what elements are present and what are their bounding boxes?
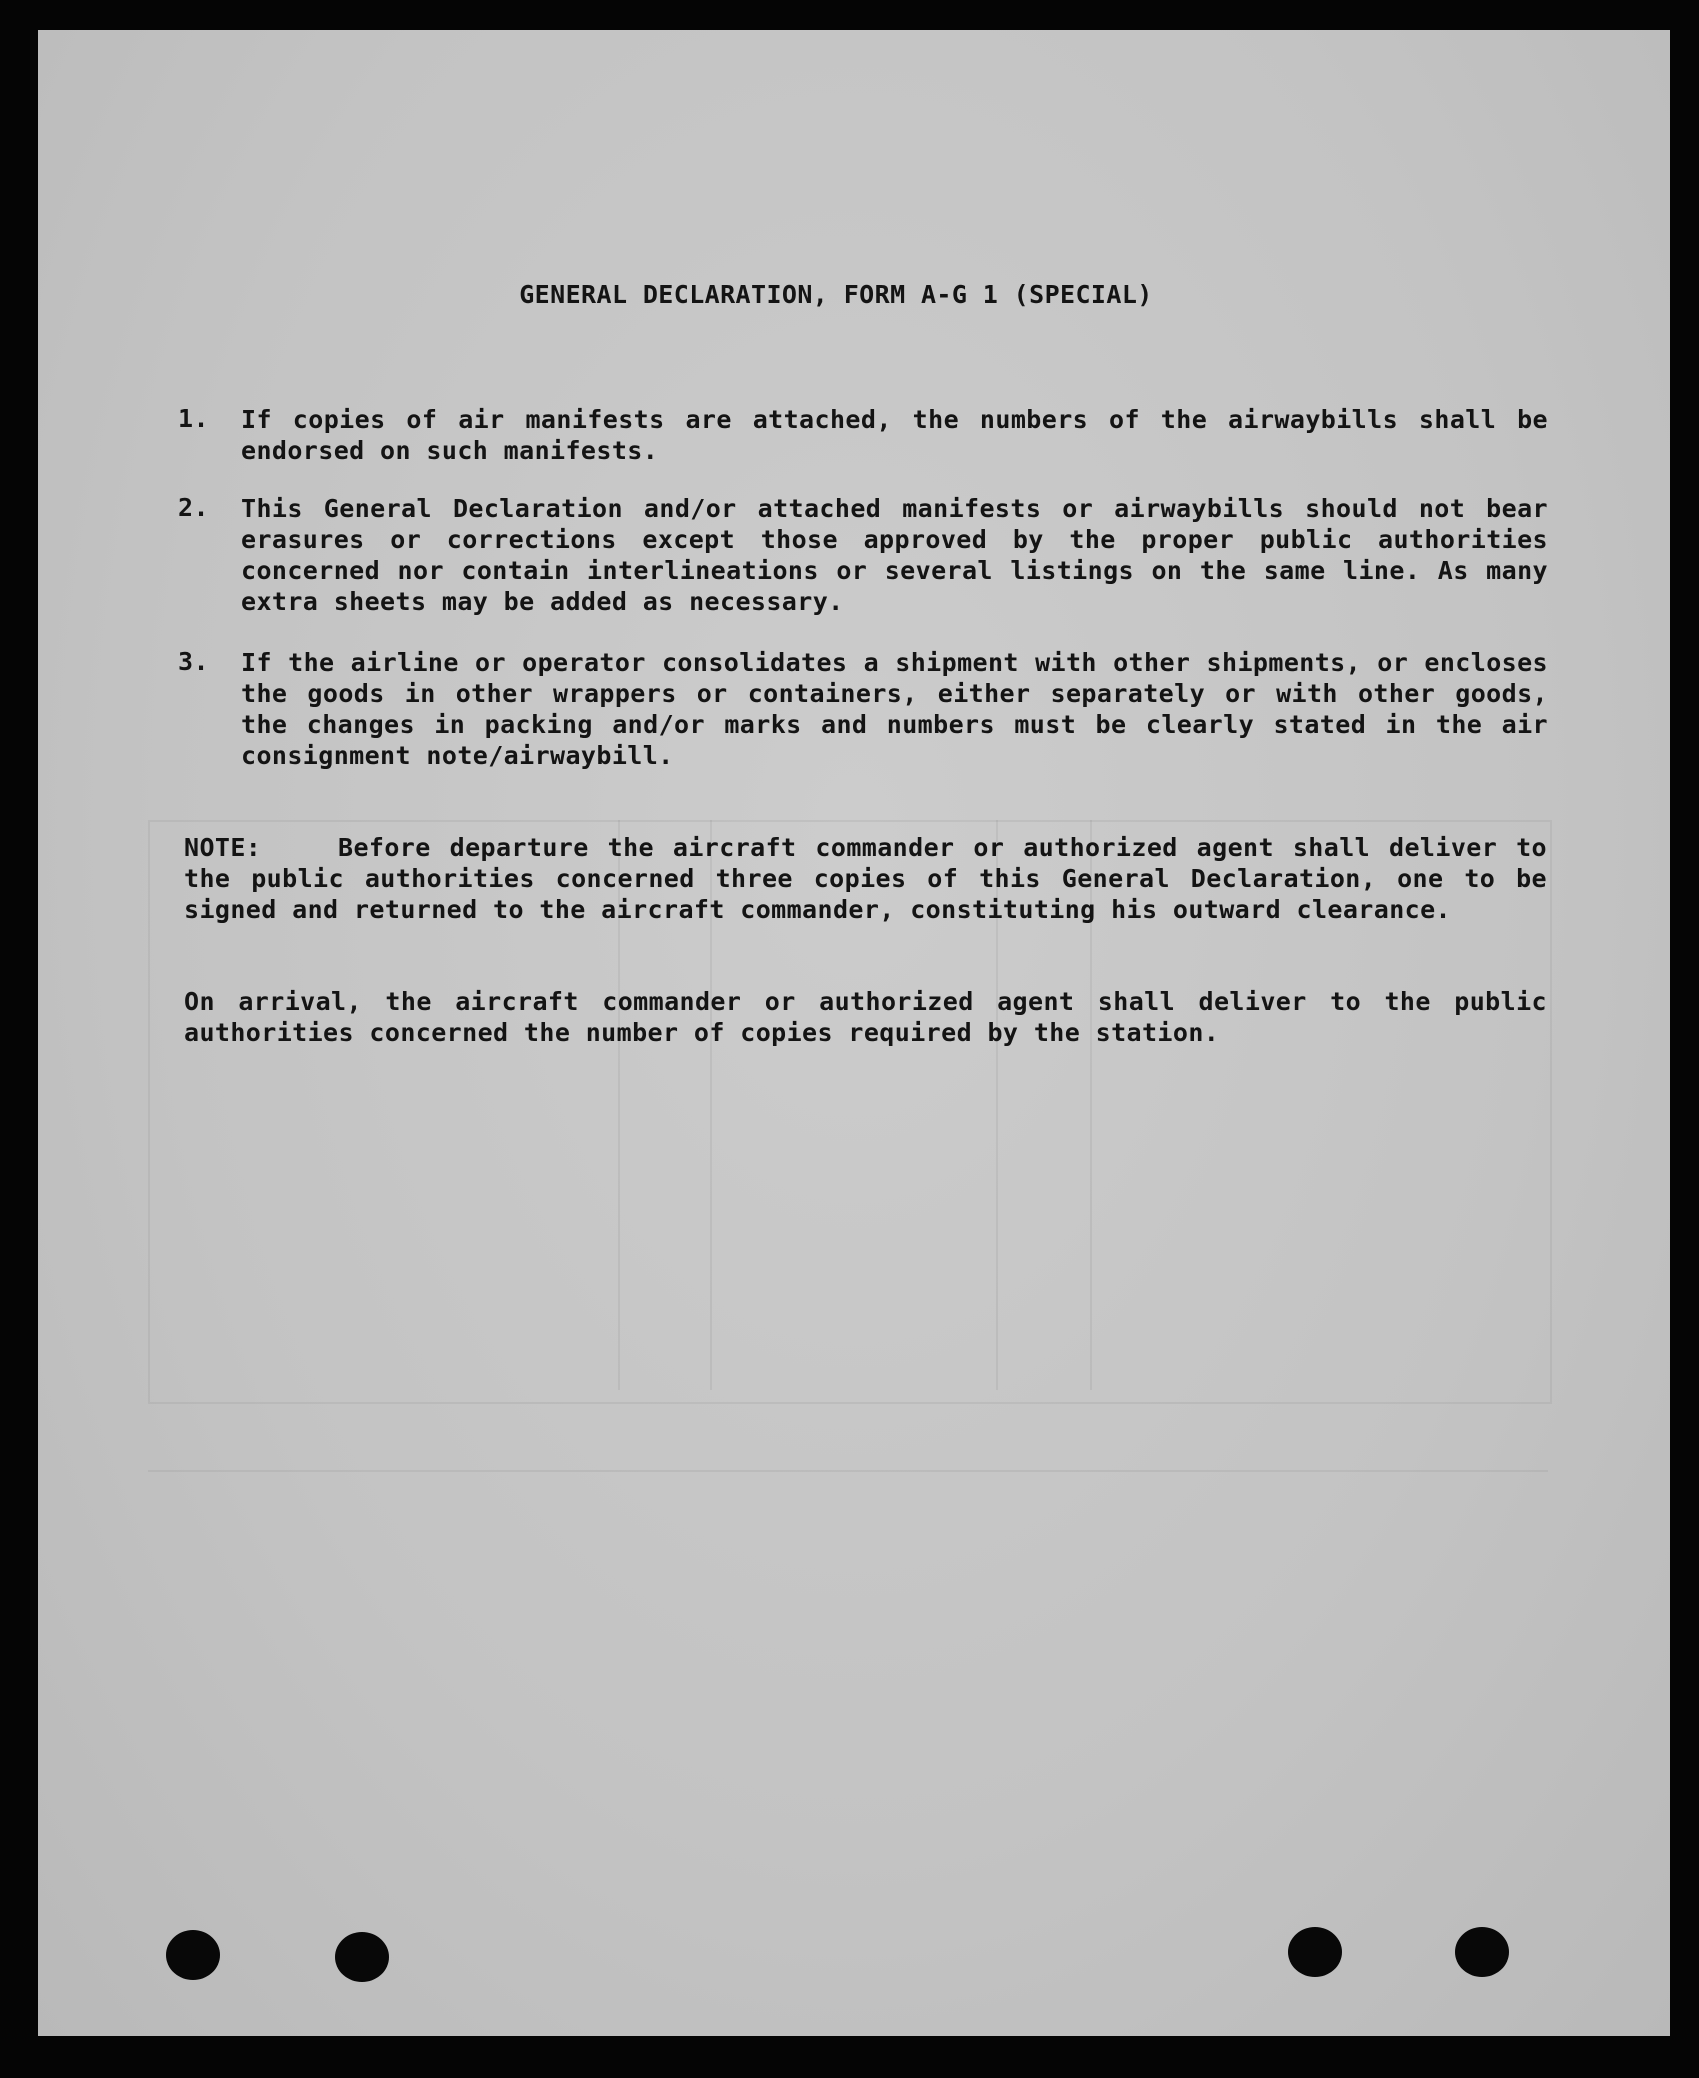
arrival-paragraph: On arrival, the aircraft commander or authorized agent shall deliver to the public authorities concerned the number of copies required by the station. xyxy=(184,987,1547,1047)
document-page xyxy=(38,30,1670,2036)
punch-hole xyxy=(166,1930,220,1980)
note-paragraph xyxy=(184,832,1547,925)
document-title: GENERAL DECLARATION, FORM A-G 1 (SPECIAL) xyxy=(519,280,1153,309)
punch-hole xyxy=(1288,1927,1342,1977)
item-number: 2. xyxy=(178,493,209,522)
item-number: 3. xyxy=(178,647,209,676)
item-text: If copies of air manifests are attached, the numbers of the airwaybills shall be endorsed on such manifests. xyxy=(241,405,1548,465)
punch-hole xyxy=(335,1932,389,1982)
item-number: 1. xyxy=(178,404,209,433)
show-through-line xyxy=(148,1470,1548,1472)
item-text: If the airline or operator consolidates a shipment with other shipments, or encloses the goods in other wrappers or containers, either separately or with other goods, the changes in packing and/or marks and numbers must be clearly stated in the air consignment note/airwaybill. xyxy=(241,648,1548,770)
punch-hole xyxy=(1455,1927,1509,1977)
note-label: NOTE: xyxy=(184,833,262,862)
item-text: This General Declaration and/or attached manifests or airwaybills should not bear erasures or corrections except those approved by the proper public authorities concerned nor contain interlineations or several listings on the same line. As many extra sheets may be added as necessary. xyxy=(241,494,1548,616)
note-text: Before departure the aircraft commander or authorized agent shall deliver to the public authorities concerned three copies of this General Declaration, one to be signed and returned to the aircraft commander, constituting his outward clearance. xyxy=(184,833,1547,924)
